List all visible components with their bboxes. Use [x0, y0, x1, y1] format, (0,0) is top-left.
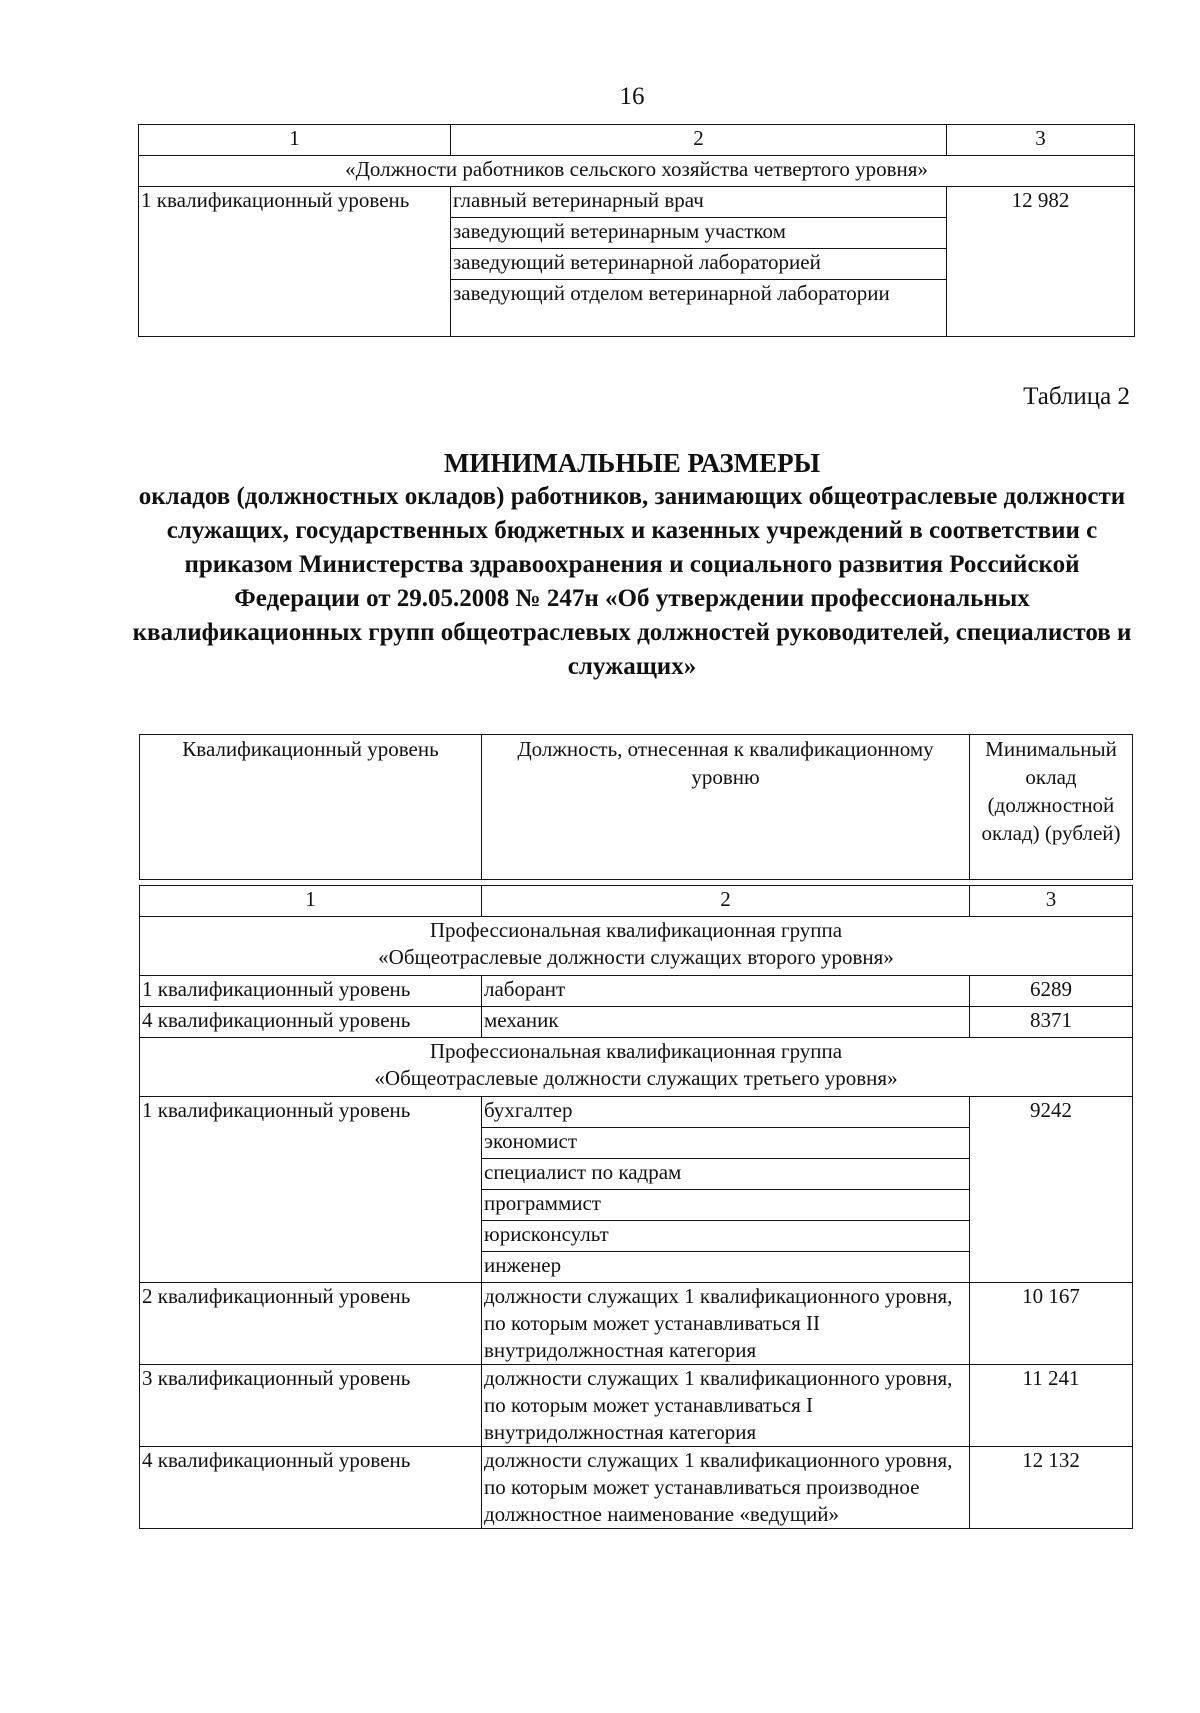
table-row	[139, 125, 1135, 156]
position-cell: бухгалтер	[482, 1097, 970, 1128]
table-row	[139, 156, 1135, 187]
col-number: 3	[970, 886, 1133, 917]
position-cell: должности служащих 1 квалификационного уровня, по которым может устанавливаться II внутридолжностная категория	[482, 1283, 970, 1365]
col-number: 1	[140, 886, 482, 917]
header-cell: Минимальный оклад (должностной оклад) (рублей)	[970, 735, 1133, 880]
position-cell: механик	[482, 1007, 970, 1038]
heading-main: МИНИМАЛЬНЫЕ РАЗМЕРЫ	[443, 448, 821, 478]
salary-cell: 12 132	[970, 1447, 1133, 1529]
salary-cell: 8371	[970, 1007, 1133, 1038]
col-number: 2	[451, 125, 947, 156]
group-title	[140, 1038, 1133, 1097]
table-header-row	[140, 735, 1133, 880]
table-row	[140, 1097, 1133, 1128]
table-row	[140, 976, 1133, 1007]
table-row	[140, 1365, 1133, 1447]
col-number: 1	[139, 125, 451, 156]
position-cell: инженер	[482, 1252, 970, 1283]
position-cell: главный ветеринарный врач	[451, 187, 947, 218]
salary-cell: 12 982	[947, 187, 1135, 337]
table-label: Таблица 2	[1023, 383, 1130, 410]
position-cell: программист	[482, 1190, 970, 1221]
position-cell: должности служащих 1 квалификационного уровня, по которым может устанавливаться производное должностное наименование «ведущий»	[482, 1447, 970, 1529]
group-title-line: Профессиональная квалификационная группа	[429, 1039, 843, 1063]
header-cell: Должность, отнесенная к квалификационному уровню	[482, 735, 970, 880]
qualification-level: 4 квалификационный уровень	[140, 1447, 482, 1529]
salary-cell: 10 167	[970, 1283, 1133, 1365]
table2-body	[139, 885, 1133, 1529]
salary-cell: 11 241	[970, 1365, 1133, 1447]
group-title	[140, 917, 1133, 976]
table-row	[140, 886, 1133, 917]
salary-cell: 9242	[970, 1097, 1133, 1283]
position-cell: лаборант	[482, 976, 970, 1007]
qualification-level: 2 квалификационный уровень	[140, 1283, 482, 1365]
group-title: «Должности работников сельского хозяйства четвертого уровня»	[139, 156, 1135, 187]
position-cell: заведующий отделом ветеринарной лаборатории	[451, 280, 947, 337]
position-cell: заведующий ветеринарной лабораторией	[451, 249, 947, 280]
group-title-line: «Общеотраслевые должности служащих третьего уровня»	[374, 1066, 898, 1090]
qualification-level: 3 квалификационный уровень	[140, 1365, 482, 1447]
qualification-level: 1 квалификационный уровень	[140, 1097, 482, 1283]
qualification-level: 1 квалификационный уровень	[140, 976, 482, 1007]
heading-sub: окладов (должностных окладов) работников, занимающих общеотраслевые должности служащих, государственных бюджетных и казенных учреждений в соответствии с приказом Министерства здравоохранения и социального развития Российской Федерации от 29.05.2008 № 247н «Об утверждении профессиональных квалификационных групп общеотраслевых должностей руководителей, специалистов и служащих»	[132, 483, 1132, 680]
qualification-level: 4 квалификационный уровень	[140, 1007, 482, 1038]
position-cell: заведующий ветеринарным участком	[451, 218, 947, 249]
document-heading	[120, 446, 1144, 684]
table-row	[140, 1038, 1133, 1097]
table-agriculture-level4	[138, 124, 1135, 337]
position-cell: должности служащих 1 квалификационного уровня, по которым может устанавливаться I внутридолжностная категория	[482, 1365, 970, 1447]
group-title-line: Профессиональная квалификационная группа	[429, 918, 843, 942]
table-row	[140, 1007, 1133, 1038]
group-title-line: «Общеотраслевые должности служащих второго уровня»	[378, 945, 894, 969]
qualification-level: 1 квалификационный уровень	[139, 187, 451, 337]
position-cell: экономист	[482, 1128, 970, 1159]
salary-cell: 6289	[970, 976, 1133, 1007]
position-cell: юрисконсульт	[482, 1221, 970, 1252]
table-row	[140, 917, 1133, 976]
table-row	[140, 1447, 1133, 1529]
table-row	[140, 1283, 1133, 1365]
table2-header	[139, 734, 1133, 880]
page-number: 16	[619, 83, 645, 110]
position-cell: специалист по кадрам	[482, 1159, 970, 1190]
col-number: 2	[482, 886, 970, 917]
table-row	[139, 187, 1135, 218]
header-cell: Квалификационный уровень	[140, 735, 482, 880]
col-number: 3	[947, 125, 1135, 156]
